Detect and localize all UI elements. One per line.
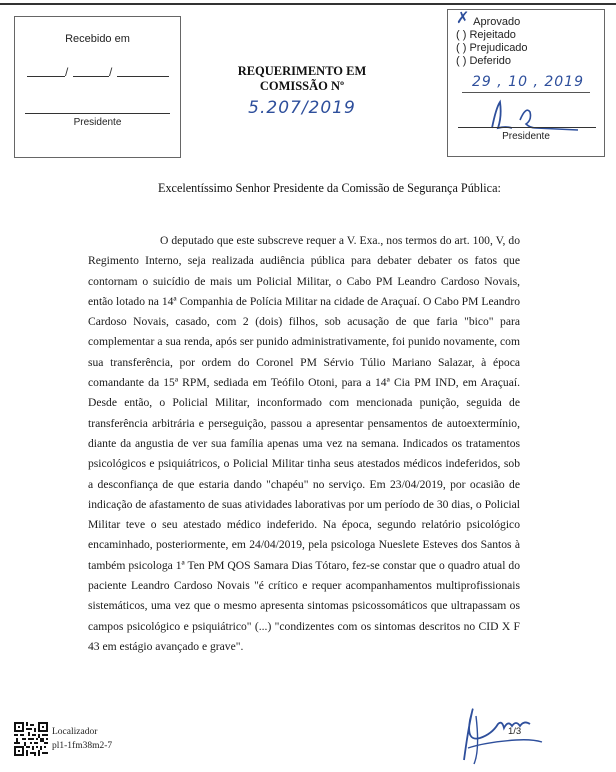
option-deferido: ( ) Deferido [456,55,512,67]
option-prejudicado: ( ) Prejudicado [456,42,528,54]
locator-code: pl1-1fm38m2-7 [52,741,113,751]
president-signature-line [25,113,170,114]
title-line-2: COMISSÃO Nº [259,79,345,93]
page-number: 1/3 [508,726,522,737]
received-date-blanks: / / [27,61,169,77]
date-underline [462,92,590,93]
qr-code-icon [14,722,48,756]
received-stamp-box [14,16,181,158]
body-paragraph: O deputado que este subscreve requer a V. Exa., nos termos do art. 100, V, do Regimento Interno, seja realizada audiência pública para debater debater os fatos que contornam o suicídio de mais um Policial Militar, o Cabo PM Leandro Cardoso Novais, então lotado na 14ª Companhia de Polícia Militar na cidade de Araçuaí. O Cabo PM Leandro Cardoso Novais, casado, com 2 (dois) filhos, sob acusação de que faria "bico" para complementar a sua renda, após ser punido administrativamente, foi punido novamente, com sua transferência, por ordem do Coronel PM Sérvio Túlio Mariano Salazar, à época comandante da 15ª RPM, sediada em Teófilo Otoni, para a 14ª Cia PM IND, em Araçuaí. Desde então, o Policial Militar, inconformado com mencionada punição, seguida de transferência arbitrária e perseguição, passou a apresentar pensamentos de autoextermínio, diante da angustia de ver sua família apenas uma vez na semana. Indicados os tratamentos psicológicos e psiquiátricos, o Policial Militar tinha seus atestados médicos indeferidos, sob a desconfiança de que estaria dando "chapéu" no serviço. Em 23/04/2019, por ocasião de indicação de afastamento de suas atividades laborativas por um período de 30 dias, o Policial Militar teve o seu atestado médico indeferido. Na época, segundo relatório psicológico encaminhado, posteriormente, em 24/04/2019, pela psicologa Nueslete Esteves dos Santos à também psicologa 1ª Ten PM QOS Samara Dias Tótaro, fez-se constar que o quadro atual do paciente Leandro Cardoso Novais "é crítico e requer acompanhamentos multiprofissionais sistemáticos, uma vez que o mesmo apresenta sintomas psicossomáticos que ultrapassam os campos psicológico e psiquiátrico" (...) "condizentes com os sintomas descritos no CID X F 43 em estágio avançado e grave". [88,234,520,653]
x-mark-icon: ✗ [456,8,470,27]
approval-date: 29 , 10 , 2019 [472,74,584,90]
author-signature-image [446,690,546,770]
title-line-1: REQUERIMENTO EM [237,64,367,78]
locator-label: Localizador [52,727,98,737]
salutation: Excelentíssimo Senhor Presidente da Comissão de Segurança Pública: [158,181,501,195]
president-signature-line [458,127,596,128]
president-label: Presidente [73,117,122,128]
decision-stamp-box [447,9,605,157]
president-label: Presidente [502,131,550,142]
received-label: Recebido em [65,33,130,45]
document-title [212,64,392,94]
request-body-text [88,231,520,657]
top-border-line [0,3,616,5]
option-rejeitado: ( ) Rejeitado [456,29,516,41]
request-number: 5.207/2019 [248,98,356,118]
option-aprovado: ✗ Aprovado [456,8,521,28]
